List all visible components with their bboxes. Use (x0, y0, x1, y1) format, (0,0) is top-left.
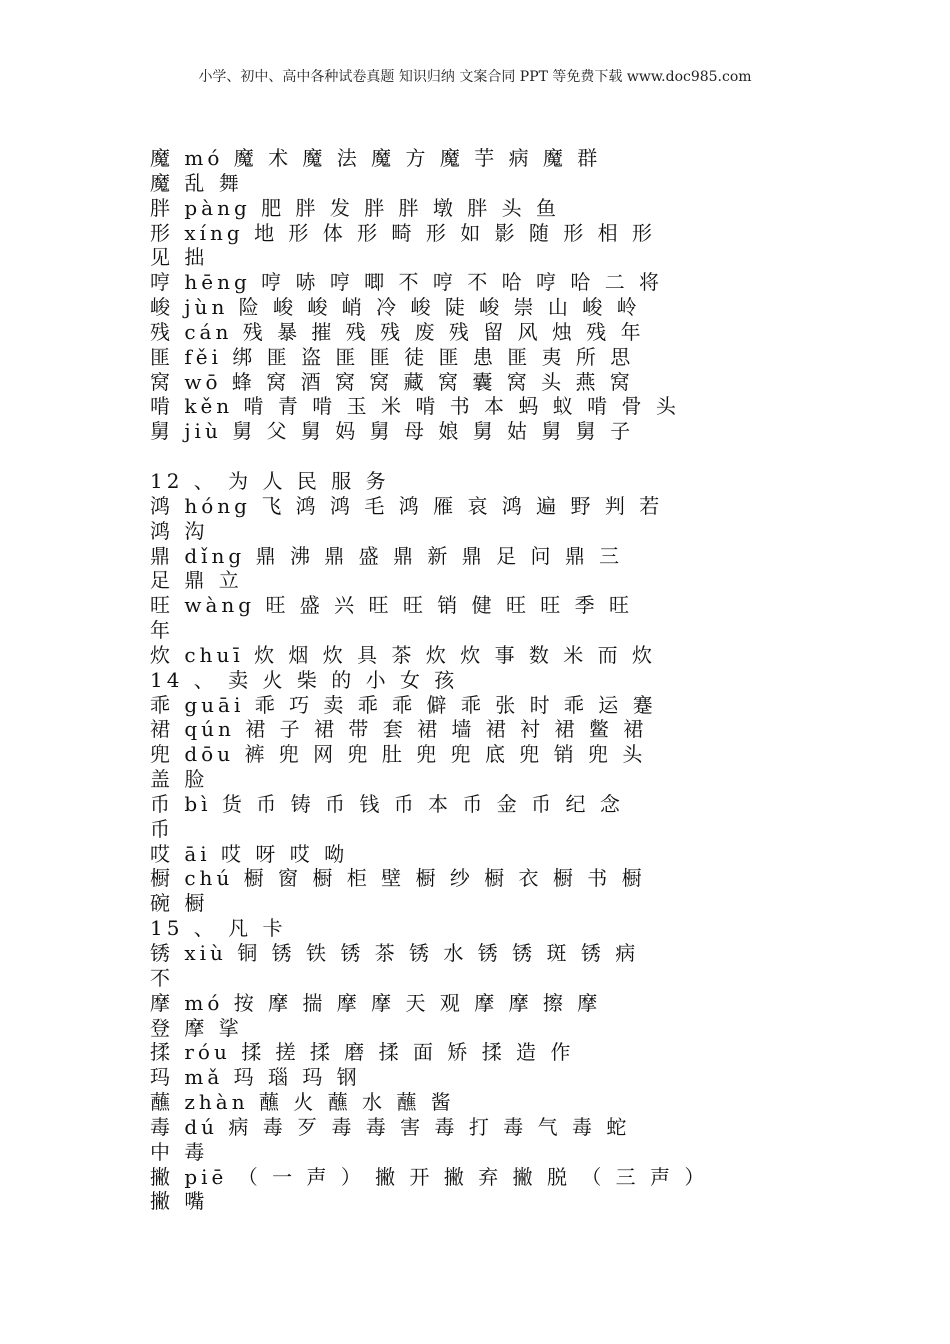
text-line: 年 (150, 618, 174, 643)
text-line: 哎 āi 哎 呀 哎 呦 (150, 841, 349, 866)
text-line: 摩 mó 按 摩 揣 摩 摩 天 观 摩 摩 擦 摩 (150, 990, 602, 1015)
text-line: 胖 pàng 肥 胖 发 胖 胖 墩 胖 头 鱼 (150, 195, 560, 220)
text-line: 撇 嘴 (150, 1189, 209, 1214)
text-line: 足 鼎 立 (150, 568, 243, 593)
text-line: 锈 xiù 铜 锈 铁 锈 茶 锈 水 锈 锈 斑 锈 病 (150, 941, 640, 965)
page-header: 小学、初中、高中各种试卷真题 知识归纳 文案合同 PPT 等免费下载 www.doc985.com (198, 69, 752, 85)
text-line: 蘸 zhàn 蘸 火 蘸 水 蘸 酱 (150, 1090, 455, 1115)
text-line: 玛 mǎ 玛 瑙 玛 钢 (150, 1065, 361, 1090)
text-line: 不 (150, 965, 174, 990)
text-line: 14 、 卖 火 柴 的 小 女 孩 (150, 667, 459, 692)
text-line: 魔 乱 舞 (150, 170, 243, 195)
text-line: 毒 dú 病 毒 歹 毒 毒 害 毒 打 毒 气 毒 蛇 (150, 1114, 631, 1139)
text-line: 登 摩 挲 (150, 1015, 243, 1040)
text-line: 炊 chuī 炊 烟 炊 具 茶 炊 炊 事 数 米 而 炊 (150, 642, 657, 667)
text-line: 碗 橱 (150, 891, 209, 916)
text-line: 形 xíng 地 形 体 形 畸 形 如 影 随 形 相 形 (150, 220, 657, 245)
blank-line (150, 444, 792, 469)
text-line: 鸿 hóng 飞 鸿 鸿 毛 鸿 雁 哀 鸿 遍 野 判 若 (150, 493, 664, 518)
text-line: 鼎 dǐng 鼎 沸 鼎 盛 鼎 新 鼎 足 问 鼎 三 (150, 543, 624, 568)
text-line: 残 cán 残 暴 摧 残 残 废 残 留 风 烛 残 年 (150, 319, 645, 344)
text-line: 啃 kěn 啃 青 啃 玉 米 啃 书 本 蚂 蚁 啃 骨 头 (150, 394, 680, 419)
text-line: 中 毒 (150, 1139, 209, 1164)
text-line: 揉 róu 揉 搓 揉 磨 揉 面 矫 揉 造 作 (150, 1040, 575, 1065)
text-line: 兜 dōu 裤 兜 网 兜 肚 兜 兜 底 兜 销 兜 头 (150, 742, 647, 767)
text-line: 盖 脸 (150, 767, 209, 792)
text-line: 币 (150, 816, 174, 841)
text-line: 舅 jiù 舅 父 舅 妈 舅 母 娘 舅 姑 舅 舅 子 (150, 419, 635, 444)
text-line: 裙 qún 裙 子 裙 带 套 裙 墙 裙 衬 裙 鳖 裙 (150, 717, 648, 742)
text-line: 旺 wàng 旺 盛 兴 旺 旺 销 健 旺 旺 季 旺 (150, 593, 634, 618)
text-line: 峻 jùn 险 峻 峻 峭 冷 峻 陡 峻 崇 山 峻 岭 (150, 295, 641, 320)
text-line: 撇 piē （ 一 声 ） 撇 开 撇 弃 撇 脱 （ 三 声 ） (150, 1164, 709, 1189)
text-line: 15 、 凡 卡 (150, 916, 287, 941)
text-line: 币 bì 货 币 铸 币 钱 币 本 币 金 币 纪 念 (150, 791, 624, 816)
text-line: 12 、 为 人 民 服 务 (150, 468, 390, 493)
text-line: 鸿 沟 (150, 518, 209, 543)
text-line: 见 拙 (150, 245, 209, 270)
text-line: 乖 guāi 乖 巧 卖 乖 乖 僻 乖 张 时 乖 运 蹇 (150, 692, 657, 717)
text-line: 橱 chú 橱 窗 橱 柜 壁 橱 纱 橱 衣 橱 书 橱 (150, 866, 646, 891)
text-line: 哼 hēng 哼 哧 哼 唧 不 哼 不 哈 哼 哈 二 将 (150, 270, 664, 295)
text-line: 匪 fěi 绑 匪 盗 匪 匪 徒 匪 患 匪 夷 所 思 (150, 344, 635, 369)
text-line: 窝 wō 蜂 窝 酒 窝 窝 藏 窝 囊 窝 头 燕 窝 (150, 369, 634, 394)
text-line: 魔 mó 魔 术 魔 法 魔 方 魔 芋 病 魔 群 (150, 146, 602, 170)
vocabulary-list (150, 146, 792, 1214)
